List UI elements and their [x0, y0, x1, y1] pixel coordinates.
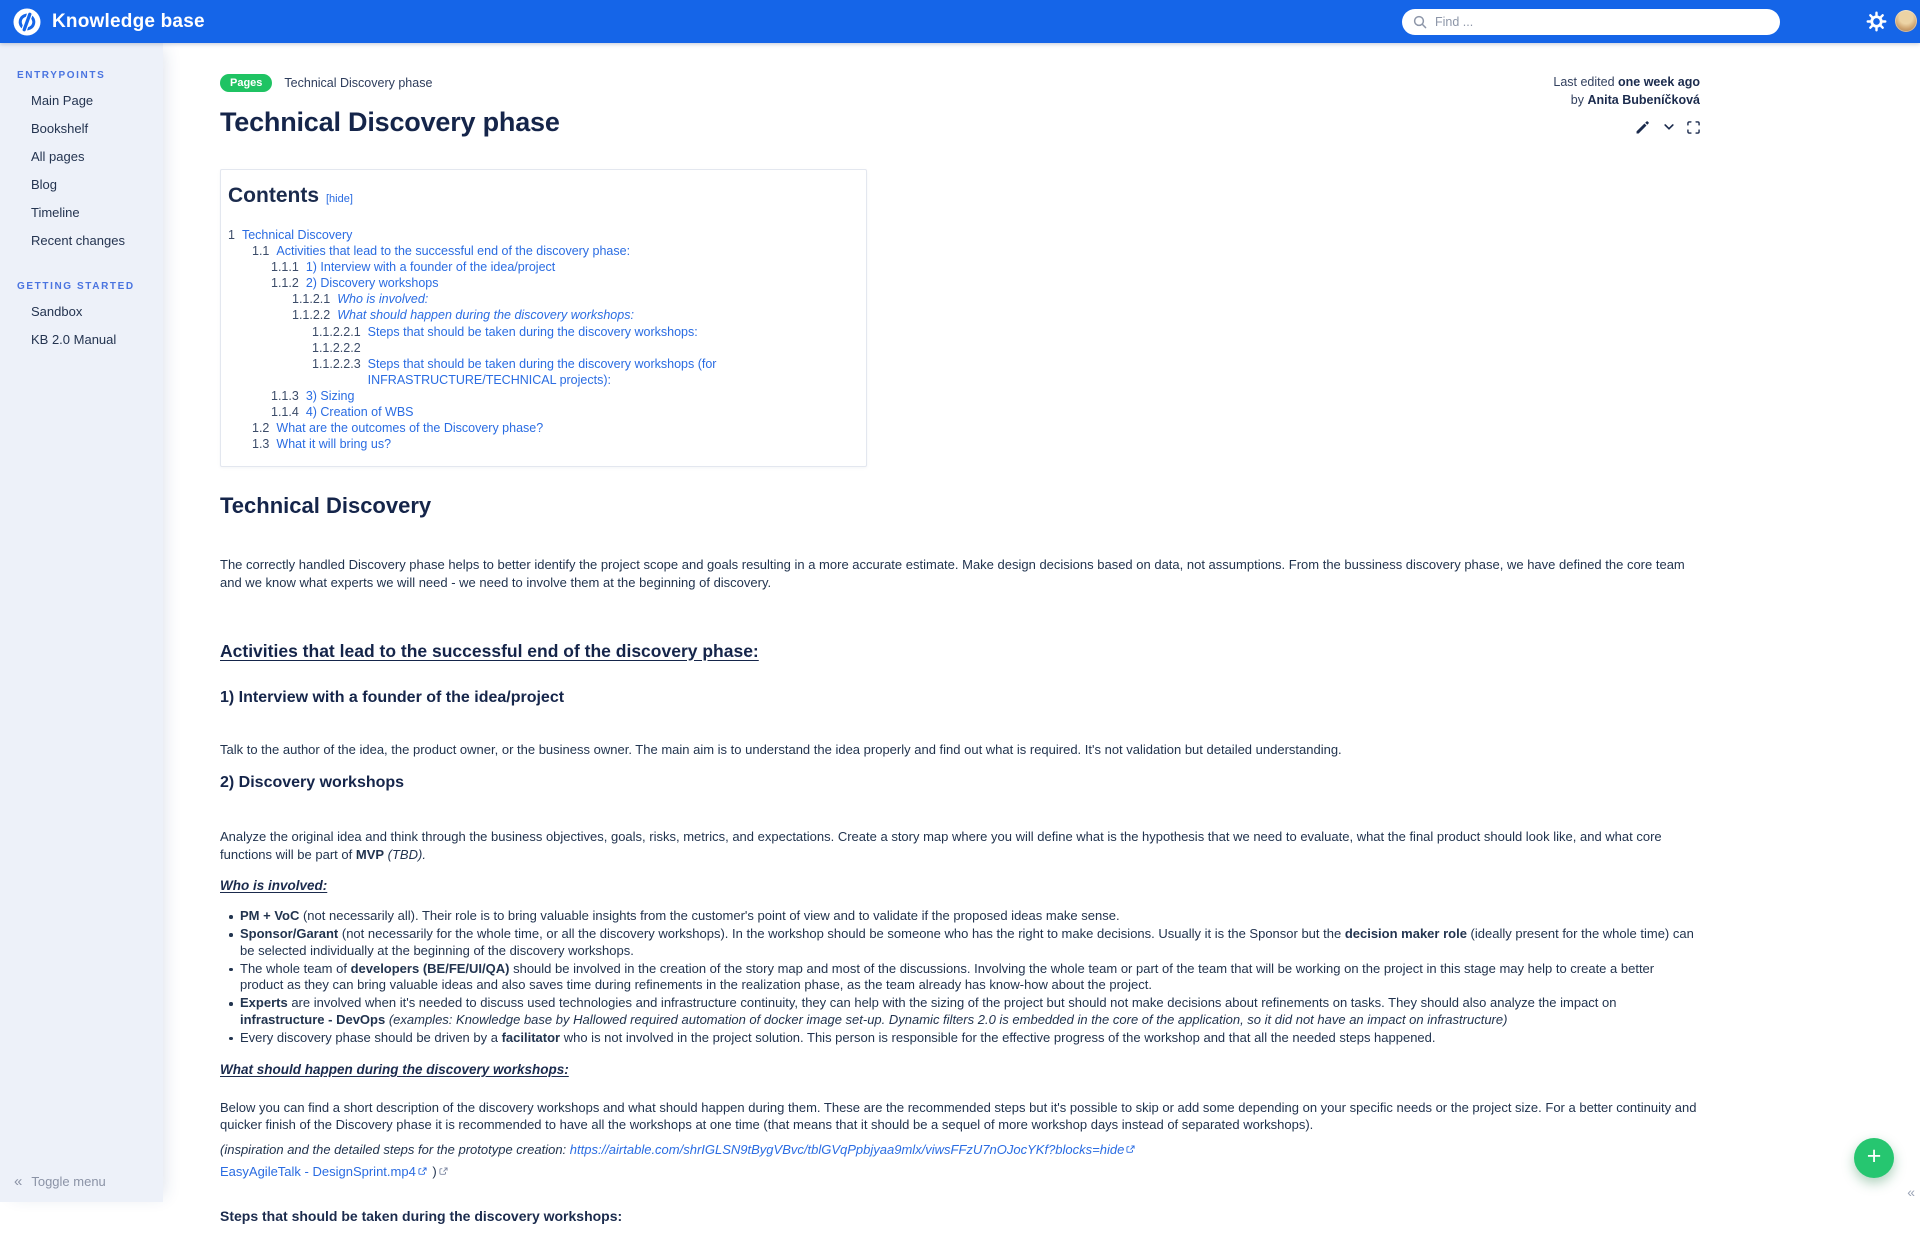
author-name: Anita Bubeníčková — [1587, 92, 1700, 107]
text-run: who is not involved in the project solution. This person is responsible for the effective progress of the workshop and that all the needed steps happened. — [560, 1029, 1436, 1045]
section-heading-technical-discovery: Technical Discovery — [220, 493, 432, 519]
heading-who-is-involved: Who is involved: — [220, 878, 328, 894]
toc-entry — [228, 324, 852, 340]
toc-link[interactable]: 2) Discovery workshops — [305, 276, 439, 291]
breadcrumb-page-name: Technical Discovery phase — [284, 76, 433, 90]
toggle-menu-button[interactable] — [14, 1174, 106, 1189]
toc-link[interactable]: Steps that should be taken during the discovery workshops: — [367, 324, 698, 339]
toc-entry — [228, 388, 852, 404]
toc-entry — [228, 436, 852, 452]
who-is-involved-list — [220, 908, 1700, 1046]
text-run: Talk to the author of the idea, the product owner, or the business owner. The main aim is to understand the idea properly and find out what is required. It's not validation but detailed understanding. — [220, 741, 1342, 757]
text-run: MVP — [355, 846, 385, 862]
toc-link[interactable]: What should happen during the discovery workshops: — [337, 308, 634, 323]
user-avatar[interactable] — [1895, 10, 1917, 32]
sidebar-sections — [0, 70, 163, 353]
search-bar[interactable] — [1402, 9, 1780, 35]
toc-entry — [228, 420, 852, 436]
expand-icon[interactable] — [1687, 121, 1700, 134]
paragraph-inspiration — [220, 1141, 1700, 1159]
table-of-contents — [220, 169, 867, 467]
bullet-item — [229, 908, 1700, 925]
heading-what-should-happen: What should happen during the discovery workshops: — [220, 1061, 569, 1077]
toc-entry — [228, 307, 852, 323]
brand[interactable] — [0, 8, 205, 36]
toc-title: Contents — [228, 184, 319, 207]
sidebar-item-all-pages[interactable]: All pages — [31, 148, 85, 164]
external-link-icon — [1126, 1145, 1135, 1154]
settings-gear-icon[interactable] — [1867, 12, 1886, 31]
toc-number: 1.1.4 — [271, 405, 299, 420]
sidebar-item-main-page[interactable]: Main Page — [31, 92, 94, 108]
bullet-item — [229, 1030, 1700, 1047]
text-run: Sponsor/Garant — [240, 926, 339, 942]
sidebar-item-timeline[interactable]: Timeline — [31, 204, 80, 220]
text-run: The correctly handled Discovery phase helps to better identify the project scope and goals resulting in a more accurate estimate. Make design decisions based on data, not assumptions. From the bussiness discovery phase, we have defined the core team and we know what experts we will need - we need to involve them at the beginning of discovery. — [220, 557, 1685, 590]
text-run: decision maker role — [1344, 926, 1467, 942]
paragraph-interview — [220, 741, 1700, 759]
text-run: facilitator — [501, 1029, 561, 1045]
sidebar-item-recent-changes[interactable]: Recent changes — [31, 232, 125, 248]
toc-link[interactable]: Steps that should be taken during the discovery workshops (for INFRASTRUCTURE/TECHNICAL projects): — [367, 356, 717, 387]
text-run: Below you can find a short description of the discovery workshops and what should happen during them. These are the recommended steps but it's possible to skip or add some depending on your specific needs or the project size. For a better continuity and quicker finish of the Discovery phase it is recommended to have all the workshops at one time (that means that it should be a sequel of more workshop days instead of separated workshops). — [220, 1099, 1697, 1133]
toc-link[interactable]: 1) Interview with a founder of the idea/project — [305, 260, 556, 275]
toc-header — [228, 184, 852, 208]
paragraph-workshops — [220, 828, 1700, 863]
collapse-left-icon: « — [14, 1173, 23, 1190]
toc-number: 1.1.2.2.3 — [312, 356, 361, 371]
toc-list — [228, 227, 852, 452]
text-run: (ideally present for the whole time) can be selected individually at the beginning of the discovery workshops. — [240, 926, 1694, 958]
bullet-item — [229, 995, 1700, 1029]
main-content — [163, 43, 1920, 1225]
toc-number: 1.1.2 — [271, 276, 299, 291]
bullet-item — [229, 926, 1700, 960]
app-logo-icon — [13, 8, 41, 36]
edit-pencil-icon[interactable] — [1634, 119, 1651, 136]
page-title: Technical Discovery phase — [220, 107, 560, 137]
toc-number: 1 — [228, 228, 235, 242]
sidebar — [0, 43, 163, 1202]
toc-link[interactable]: Technical Discovery — [241, 228, 353, 242]
text-run: are involved when it's needed to discuss used technologies and infrastructure continuity, they can help with the sizing of the project but should not make decisions about refinements on tasks. They should also analyze the impact on — [287, 995, 1617, 1011]
bullet-item — [229, 961, 1700, 995]
toc-link[interactable]: Activities that lead to the successful end of the discovery phase: — [276, 244, 631, 259]
external-link-icon — [418, 1167, 427, 1176]
text-run: infrastructure - DevOps — [240, 1012, 386, 1028]
text-run: Every discovery phase should be driven by a — [240, 1029, 502, 1045]
toc-entry — [228, 259, 852, 275]
article-body — [220, 493, 1700, 1254]
text-run: (examples: Knowledge base by Hallowed required automation of docker image set-up. Dynamic filters 2.0 is embedded in the core of the application, so it did not have an impact on infrastructure) — [388, 1012, 1508, 1028]
toc-number: 1.1.2.2.1 — [312, 324, 361, 339]
sidebar-item-bookshelf[interactable]: Bookshelf — [31, 120, 89, 136]
text-run: (inspiration and the detailed steps for the prototype creation: — [220, 1141, 570, 1157]
text-run: The whole team of — [240, 960, 351, 976]
app-header — [0, 0, 1920, 43]
toc-entry — [228, 291, 852, 307]
pages-badge[interactable]: Pages — [220, 74, 272, 92]
text-run: should be involved in the creation of the story map and most of the discussions. Involving the whole team or part of the team that will be working on the project in this stage may help to create a better product as they can bring valuable ideas and also saves time during refinements in the realization phase, as the team already has know-how about the project. — [240, 960, 1655, 993]
chevron-down-icon[interactable] — [1664, 123, 1674, 131]
text-run: Experts — [240, 995, 288, 1011]
page-actions — [1553, 119, 1700, 136]
page-content — [220, 43, 1700, 1254]
toc-number: 1.1.2.2.2 — [312, 340, 361, 355]
toc-entry — [228, 340, 852, 356]
toc-link[interactable]: What are the outcomes of the Discovery phase? — [276, 421, 544, 436]
text-run: PM + VoC — [240, 908, 300, 924]
text-run: (not necessarily all). Their role is to bring valuable insights from the customer's point of view and to validate if the proposed ideas make sense. — [299, 908, 1120, 924]
search-icon — [1413, 15, 1427, 29]
toc-number: 1.1 — [252, 244, 270, 259]
toc-number: 1.3 — [252, 437, 270, 452]
text-run: (TBD). — [387, 846, 426, 862]
link[interactable]: https://airtable.com/shrIGLSN9tBygVBvc/tblGVqPpbjyaa9mlx/viwsFFzU7nOJocYKf?blocks=hide — [569, 1141, 1125, 1157]
link[interactable]: EasyAgileTalk - DesignSprint.mp4 — [220, 1164, 416, 1180]
breadcrumb — [220, 74, 1700, 92]
text-run: developers (BE/FE/UI/QA) — [350, 960, 510, 976]
sidebar-section-label: GETTING STARTED — [17, 281, 135, 292]
toggle-menu-label: Toggle menu — [31, 1174, 106, 1189]
toc-entry — [228, 243, 852, 259]
sidebar-section-label: ENTRYPOINTS — [17, 70, 106, 81]
toc-number: 1.1.1 — [271, 260, 299, 275]
toc-hide-toggle[interactable]: [hide] — [326, 193, 353, 205]
last-edited: Last edited one week ago by Anita Bubeníčková — [1553, 75, 1700, 107]
section-heading-activities: Activities that lead to the successful end of the discovery phase: — [220, 640, 759, 661]
add-page-button[interactable] — [1854, 1138, 1894, 1178]
toc-link[interactable]: Who is involved: — [337, 292, 429, 307]
toc-entry — [228, 227, 852, 243]
toc-number: 1.1.3 — [271, 388, 299, 403]
toc-entry — [228, 356, 852, 388]
paragraph-below — [220, 1099, 1700, 1134]
page-meta — [1553, 74, 1700, 136]
app-title: Knowledge base — [52, 10, 205, 32]
collapse-right-icon[interactable]: « — [1907, 1184, 1915, 1200]
sidebar-item-sandbox[interactable]: Sandbox — [31, 303, 83, 319]
toc-link[interactable]: What it will bring us? — [276, 437, 392, 452]
heading-steps: Steps that should be taken during the discovery workshops: — [220, 1208, 623, 1225]
sidebar-item-blog[interactable]: Blog — [31, 176, 58, 192]
toc-entry — [228, 275, 852, 291]
toc-link[interactable]: 3) Sizing — [305, 388, 355, 403]
toc-number: 1.1.2.2 — [292, 308, 331, 323]
toc-entry — [228, 404, 852, 420]
text-run: (not necessarily for the whole time, or all the discovery workshops). In the workshop should be someone who has the right to make decisions. Usually it is the Sponsor but the — [338, 926, 1345, 942]
paragraph-intro — [220, 556, 1700, 591]
external-link-icon — [439, 1167, 448, 1176]
text-run: Analyze the original idea and think through the business objectives, goals, risks, metrics, and expectations. Create a story map where you will define what is the hypothesis that we need to evaluate, what the final product should look like, and what core functions will be part of — [220, 829, 1662, 862]
search-input[interactable] — [1435, 15, 1769, 29]
toc-number: 1.1.2.1 — [292, 292, 331, 307]
paragraph-easyagile-link — [220, 1163, 1700, 1181]
plus-icon: + — [1866, 1142, 1882, 1170]
toc-number: 1.2 — [252, 421, 270, 436]
text-run: ) — [428, 1164, 437, 1180]
sidebar-item-kb-2-0-manual[interactable]: KB 2.0 Manual — [31, 331, 117, 347]
toc-link[interactable]: 4) Creation of WBS — [305, 405, 414, 420]
heading-discovery-workshops: 2) Discovery workshops — [220, 774, 405, 792]
heading-interview: 1) Interview with a founder of the idea/project — [220, 688, 565, 706]
